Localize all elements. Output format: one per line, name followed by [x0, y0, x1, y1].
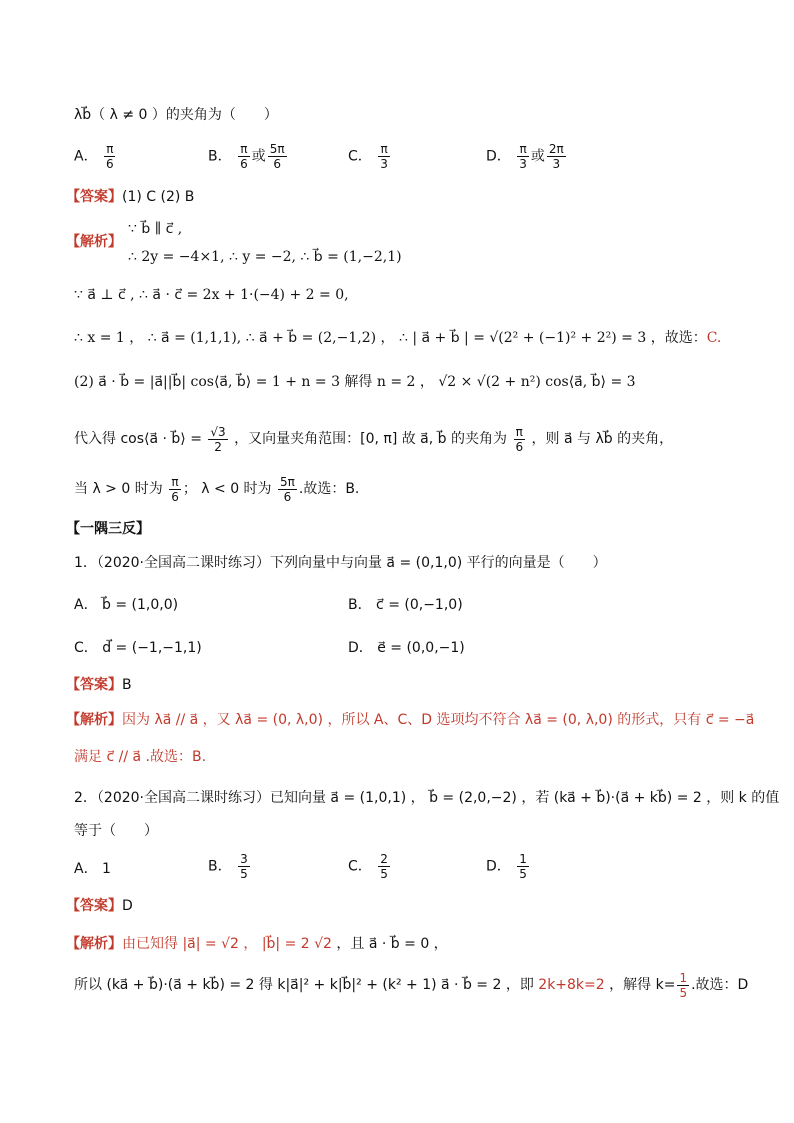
analysis-tag: 【解析】	[66, 936, 122, 952]
analysis-tag: 【解析】	[66, 234, 122, 250]
q1-analysis-2: 满足 c⃗ // a⃗ .故选：B.	[74, 749, 207, 765]
option-or: 或	[530, 148, 545, 165]
analysis-text: ，且 a⃗ · b⃗ = 0 ，	[331, 936, 448, 952]
section-title: 【一隅三反】	[66, 521, 150, 537]
analysis-text: ∵ b⃗ ∥ c⃗ ,	[128, 221, 183, 237]
analysis-text: 所以 (ka⃗ + b⃗)·(a⃗ + kb⃗) = 2 得 k|a⃗|² + k|b⃗|² + (k² + 1) a⃗ · b⃗ = 2 ，即	[74, 977, 539, 993]
q1-option-b: B． c⃗ = (0,−1,0)	[348, 597, 463, 613]
numerator: π	[171, 474, 179, 489]
denominator: 6	[171, 489, 179, 504]
analysis-text	[74, 422, 673, 456]
question-2-stem: 2．（2020·全国高二课时练习）已知向量 a⃗ = (1,0,1) ， b⃗ = (2,0,−2) ，若 (ka⃗ + b⃗)·(a⃗ + kb⃗) = 2 ，则 k 的值	[74, 790, 780, 806]
analysis-segment: ； λ < 0 时为	[182, 481, 277, 497]
numerator: 5π	[269, 142, 285, 156]
option-c	[348, 142, 392, 171]
option-label: C．	[348, 858, 377, 875]
analysis-text: ∴ 2y = −4×1, ∴ y = −2, ∴ b⃗ = (1,−2,1)	[128, 249, 402, 265]
fraction	[208, 425, 227, 454]
option-label: B．	[208, 148, 232, 165]
fraction	[278, 475, 297, 504]
q1-option-c: C． d⃗ = (−1,−1,1)	[74, 640, 202, 656]
analysis-text	[74, 329, 721, 347]
analysis-text: 2k+8k=2	[538, 977, 605, 993]
analysis-text: 由已知得 |a⃗| = √2 ， |b⃗| =	[122, 936, 301, 952]
denominator: 6	[106, 157, 114, 171]
option-b	[208, 142, 289, 171]
denominator: 2	[214, 439, 222, 454]
analysis-segment: 代入得 cos⟨a⃗ · b⃗⟩ =	[74, 431, 207, 447]
numerator: 2π	[548, 142, 564, 156]
answer-tag: 【答案】	[66, 677, 122, 693]
numerator: 1	[519, 852, 527, 866]
option-label: A． 1	[74, 861, 111, 877]
numerator: √3	[210, 424, 226, 439]
q2-option-a	[74, 858, 111, 878]
answer-text: (1) C (2) B	[122, 189, 195, 205]
analysis-segment: ∴ x = 1 ， ∴ a⃗ = (1,1,1), ∴ a⃗ + b⃗ = (2,−1,2) ， ∴ | a⃗ + b⃗ | = √(2² + (−1)² + 2²) = 3 ，故选：	[74, 330, 707, 346]
denominator: 5	[679, 985, 688, 1000]
option-label: C．	[348, 148, 372, 165]
option-label: A．	[74, 148, 98, 165]
denominator: 5	[380, 867, 388, 881]
numerator: 3	[240, 852, 248, 866]
option-a	[74, 142, 118, 171]
q1-answer	[66, 676, 132, 694]
numerator: 2	[380, 852, 388, 866]
fraction	[517, 142, 529, 171]
numerator: 1	[679, 970, 688, 985]
answer-tag: 【答案】	[66, 189, 122, 205]
numerator: 5π	[280, 474, 295, 489]
analysis-text: (2) a⃗ · b⃗ = |a⃗||b⃗| cos⟨a⃗, b⃗⟩ = 1 + n = 3 解得 n = 2 ， √2 × √(2 + n²) cos⟨a⃗, b⃗⟩ = 3	[74, 374, 636, 390]
fraction	[238, 142, 250, 171]
fraction	[517, 852, 529, 881]
answer-highlight: C.	[706, 330, 722, 346]
fraction	[378, 142, 390, 171]
answer-text: D	[122, 898, 133, 914]
fraction	[378, 852, 390, 881]
numerator: π	[106, 142, 114, 156]
question-stem-end: λb⃗（ λ ≠ 0 ）的夹角为（ ）	[74, 107, 278, 123]
analysis-segment: ，又向量夹角范围：[0, π] 故 a⃗, b⃗ 的夹角为	[229, 431, 512, 447]
analysis-text: 因为 λa⃗ // a⃗ ，又 λa⃗ = (0, λ,0) ，所以 A、C、D 选项均不符合 λa⃗ = (0, λ,0) 的形式，只有 c⃗ = −a⃗	[122, 712, 755, 728]
denominator: 3	[380, 157, 388, 171]
numerator: π	[240, 142, 248, 156]
fraction	[238, 852, 250, 881]
analysis-segment: ，则 a⃗ 与 λb⃗ 的夹角，	[527, 431, 674, 447]
q2-option-d	[486, 852, 531, 881]
q1-option-d: D． e⃗ = (0,0,−1)	[348, 640, 465, 656]
analysis-tag: 【解析】	[66, 712, 122, 728]
denominator: 5	[519, 867, 527, 881]
analysis-text: ，解得 k=	[604, 977, 676, 993]
option-d	[486, 142, 568, 171]
denominator: 6	[283, 489, 292, 504]
analysis-segment: 当 λ > 0 时为	[74, 481, 168, 497]
denominator: 6	[273, 157, 281, 171]
fraction	[169, 475, 181, 504]
analysis-text	[74, 472, 359, 506]
fraction	[513, 425, 525, 454]
denominator: 3	[552, 157, 561, 171]
fraction	[268, 142, 287, 171]
option-label: B．	[208, 858, 237, 875]
q2-option-b	[208, 852, 252, 881]
answer-tag: 【答案】	[66, 898, 122, 914]
analysis-text: 2 √2	[300, 936, 332, 952]
option-label: D．	[486, 858, 516, 875]
answer-text: B	[122, 677, 132, 693]
q2-answer	[66, 897, 133, 915]
option-label: D．	[486, 148, 511, 165]
denominator: 5	[240, 867, 248, 881]
denominator: 6	[240, 157, 248, 171]
fraction	[104, 142, 116, 171]
numerator: π	[515, 424, 523, 439]
denominator: 6	[515, 439, 524, 454]
answer-line	[66, 188, 194, 206]
fraction	[677, 971, 689, 1000]
analysis-segment: .故选：B.	[298, 481, 360, 497]
fraction	[547, 142, 566, 171]
q2-analysis	[66, 935, 448, 953]
analysis-text: .故选：D	[691, 977, 749, 993]
numerator: π	[519, 142, 527, 156]
q1-option-a: A． b⃗ = (1,0,0)	[74, 597, 179, 613]
analysis-text: ∵ a⃗ ⊥ c⃗ , ∴ a⃗ · c⃗ = 2x + 1·(−4) + 2 = 0,	[74, 287, 349, 303]
option-or: 或	[251, 148, 266, 165]
denominator: 3	[519, 157, 527, 171]
q2-option-c	[348, 852, 392, 881]
numerator: π	[380, 142, 388, 156]
analysis-line-1	[66, 233, 122, 251]
q1-analysis	[66, 711, 754, 729]
question-2-stem-2: 等于（ ）	[74, 823, 158, 839]
q2-analysis-2	[74, 968, 748, 1002]
question-1-stem: 1．（2020·全国高二课时练习）下列向量中与向量 a⃗ = (0,1,0) 平行的向量是（ ）	[74, 555, 607, 571]
